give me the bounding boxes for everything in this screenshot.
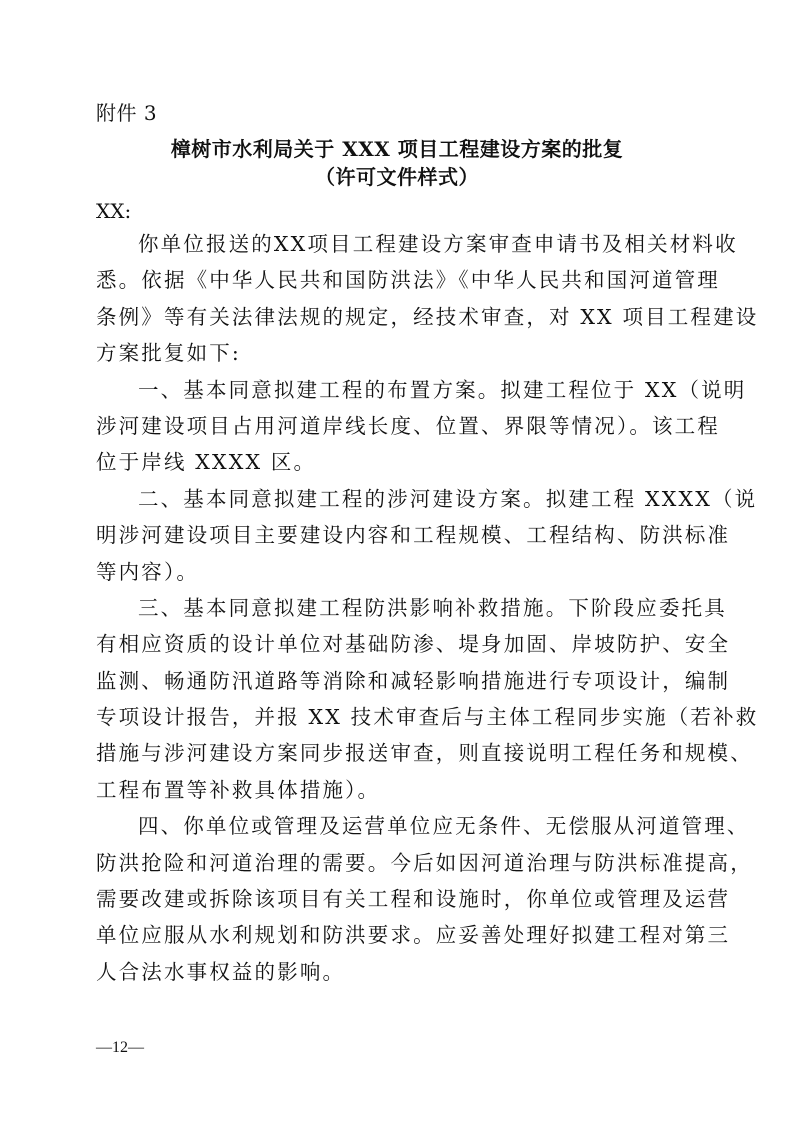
body-line: 防洪抢险和河道治理的需要。今后如因河道治理与防洪标准提高， (96, 850, 753, 875)
body-line: 方案批复如下: (96, 341, 241, 366)
body-line: 涉河建设项目占用河道岸线长度、位置、界限等情况）。该工程 (96, 413, 720, 438)
body-line: 三、基本同意拟建工程防洪影响补救措施。下阶段应委托具 (138, 595, 727, 620)
body-line: 明涉河建设项目主要建设内容和工程规模、工程结构、防洪标准 (96, 523, 731, 548)
body-line: 一、基本同意拟建工程的布置方案。拟建工程位于 XX（说明 (138, 377, 747, 402)
attachment-label: 附件 3 (96, 101, 158, 125)
addressee: XX: (96, 199, 132, 223)
body-line: 有相应资质的设计单位对基础防渗、堤身加固、岸坡防护、安全 (96, 632, 731, 657)
page-number: —12— (96, 1039, 144, 1056)
body-line: 人合法水事权益的影响。 (96, 959, 346, 984)
document-title-line-1: 樟树市水利局关于 XXX 项目工程建设方案的批复 (170, 137, 624, 161)
body-line: 需要改建或拆除该项目有关工程和设施时，你单位或管理及运营 (96, 887, 731, 912)
body-line: 四、你单位或管理及运营单位应无条件、无偿服从河道管理、 (138, 814, 750, 839)
body-line: 等内容）。 (96, 559, 199, 584)
body-line: 悉。依据《中华人民共和国防洪法》《中华人民共和国河道管理 (96, 268, 720, 293)
body-text (96, 226, 759, 990)
body-line: 监测、畅通防汛道路等消除和减轻影响措施进行专项设计，编制 (96, 668, 731, 693)
body-line: 单位应服从水利规划和防洪要求。应妥善处理好拟建工程对第三 (96, 923, 731, 948)
body-line: 措施与涉河建设方案同步报送审查，则直接说明工程任务和规模、 (96, 741, 753, 766)
body-line: 工程布置等补救具体措施）。 (96, 777, 381, 802)
body-line: 条例》等有关法律法规的规定，经技术审查，对 XX 项目工程建设 (96, 304, 759, 329)
body-line: 二、基本同意拟建工程的涉河建设方案。拟建工程 XXXX（说 (138, 486, 758, 511)
body-line: 位于岸线 XXXX 区。 (96, 450, 317, 475)
document-title-line-2: （许可文件样式） (315, 165, 479, 189)
body-line: 专项设计报告，并报 XX 技术审查后与主体工程同步实施（若补救 (96, 705, 759, 730)
body-line: 你单位报送的XX项目工程建设方案审查申请书及相关材料收 (138, 232, 738, 256)
